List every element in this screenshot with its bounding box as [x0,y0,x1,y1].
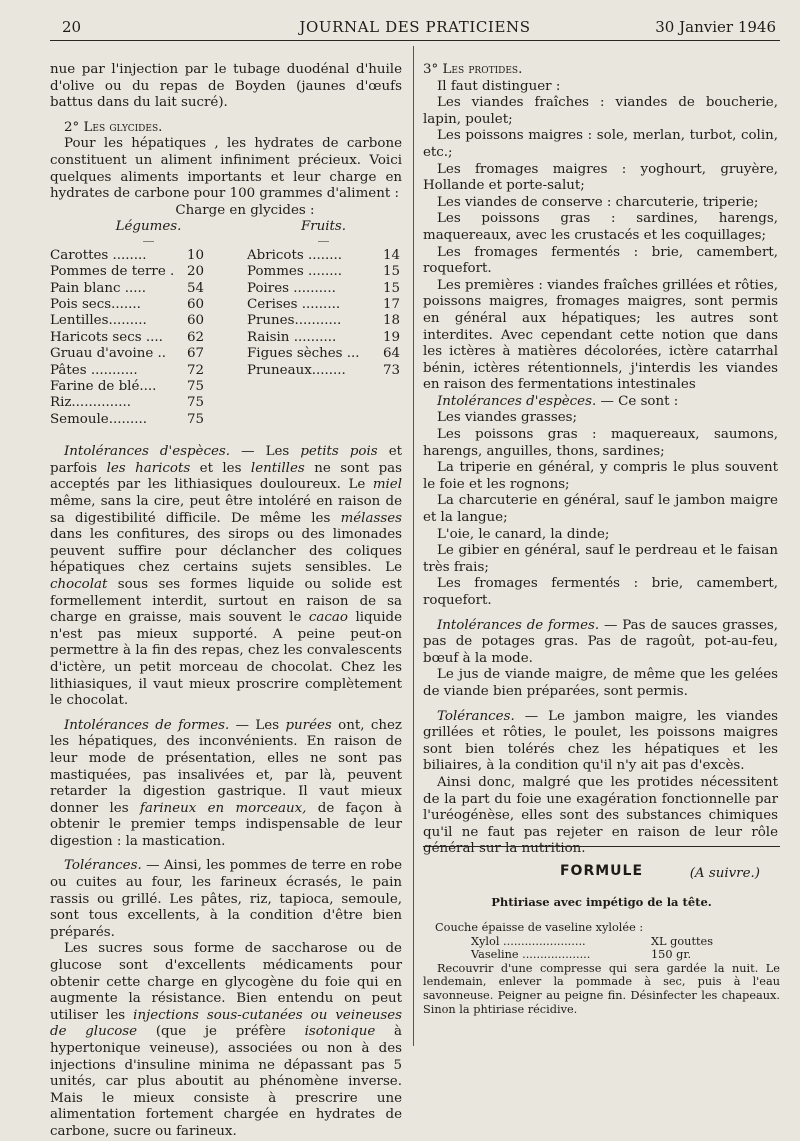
glycides-row [50,248,400,264]
glycides-food: Pois secs....... [50,296,141,312]
glycides-food: Riz.............. [50,395,132,411]
glycides-value: 64 [382,346,400,362]
glycides-row [50,330,400,346]
list-item: Les poissons gras : maquereaux, saumons, harengs, anguilles, thons, sardines; [423,427,778,459]
list-item: La triperie en général, y compris le plus souvent le foie et les rognons; [423,460,778,492]
list-item: Le gibier en général, sauf le perdreau et le faisan très frais; [423,543,778,575]
glycides-food: Pain blanc ..... [50,280,147,296]
paragraph-sucres: Les sucres sous forme de saccharose ou de glucose sont d'excellents médicaments pour obtenir cette charge en glycogène du foie qui en augmente la résistance. Bien entendu on peut utiliser les injections sous-cutanées ou veineuses de glucose (que je préfère isotonique à hypertonique veineuse), associées ou non à des injections d'insuline minima ne dépassant pas 5 unités, car plus aboutit au phénomène inverse. Mais le mieux consiste à prescrire une alimentation fortement chargée en hydrates de carbone, sucre ou farineux. [50,941,402,1139]
glycides-food [247,395,375,411]
list-item: La charcuterie en général, sauf le jambon maigre et la langue; [423,493,778,526]
paragraph-premieres: Les premières : viandes fraîches grillées et rôties, poissons maigres, fromages maigres, sont permis en général aux hépatiques; les autres sont interdites. Avec cependant cette notion que dans les ictères à matières décolorées, ictère catarrhal bénin, ictères rétentionnels, j'interdis les viandes en raison des fermentations intestinales [423,277,778,393]
glycides-value: 75 [187,395,205,411]
paragraph-glycides-intro: Pour les hépatiques , les hydrates de carbone constituent un aliment infiniment précieux. Voici quelques aliments importants et leur charge en hydrates de carbone pour 100 grammes d'aliment : [50,136,402,202]
ingredient-row: Xylol ....................... XL gouttes [471,934,714,948]
list-item: Les fromages fermentés : brie, camembert, roquefort. [423,244,778,277]
list-item: Les poissons maigres : sole, merlan, turbot, colin, etc.; [423,128,778,160]
paragraph-tolerances: Tolérances. — Ainsi, les pommes de terre en robe ou cuites au four, les farineux écrasés, le pain rassis ou grillé. Les pâtes, riz, tapioca, semoule, sont tous excellents, à la condition d'être bien préparés. [50,858,402,940]
header-rule: — [317,233,330,248]
glycides-value: 14 [382,247,400,263]
glycides-row [50,264,400,280]
glycides-value: 15 [382,264,400,280]
glycides-food: Pruneaux........ [247,362,346,378]
glycides-value: 17 [382,296,400,312]
glycides-value: 75 [187,379,205,394]
section-heading-protides: 3° Les protides. [423,62,523,77]
glycides-value: 18 [382,313,400,329]
glycides-row [50,395,400,411]
glycides-food: Raisin .......... [247,329,337,345]
list-item: Les viandes fraîches : viandes de boucherie, lapin, poulet; [423,95,778,127]
glycides-value: 67 [187,346,205,362]
glycides-food: Cerises ......... [247,296,341,312]
glycides-row [50,412,400,428]
ingredient-row: Vaseline ................... 150 gr. [471,948,692,962]
glycides-value: 62 [187,329,205,345]
glycides-food: Figues sèches ... [247,346,360,362]
list-item: Les viandes grasses; [437,410,578,426]
list-item: Les viandes de conserve : charcuterie, triperie; [437,194,759,210]
col-header-legumes: Légumes. [115,219,182,235]
a-suivre: (A suivre.) [689,865,760,881]
page-number: 20 [62,18,82,36]
glycides-food: Abricots ........ [247,247,343,263]
issue-date: 30 Janvier 1946 [655,18,776,36]
glycides-row [50,297,400,313]
list-item: Les fromages maigres : yoghourt, gruyère, Hollande et porte-salut; [423,161,778,194]
formule-instructions: Recouvrir d'une compresse qui sera gardée la nuit. Le lendemain, enlever la pommade à sec, puis à l'eau savonneuse. Peigner au peigne fin. Désinfecter les chapeaux. Sinon la phtiriase récidive. [423,961,780,1016]
glycides-value: 75 [187,411,205,427]
glycides-food [247,379,375,395]
glycides-row [50,313,400,329]
glycides-value [375,395,400,411]
glycides-food: Prunes........... [247,313,342,329]
glycides-table [50,219,400,428]
col-header-fruits: Fruits. [300,219,347,235]
formule-ingredients [471,935,713,962]
intolerances-list [423,410,778,609]
glycides-food: Pommes de terre . [50,264,175,280]
charge-title: Charge en glycides : [175,202,315,218]
list-item: L'oie, le canard, la dinde; [437,526,610,542]
formule-title: FORMULE [559,863,644,879]
journal-title: JOURNAL DES PRATICIENS [299,18,531,36]
protides-list [423,95,778,278]
glycides-value: 60 [187,313,205,329]
paragraph-continued: nue par l'injection par le tubage duodénal d'huile d'olive ou du repas de Boyden (jaunes d'œufs battus dans du lait sucré). [50,62,402,111]
header-rule: — [142,233,155,248]
heading-intolerances-especes: Intolérances d'espèces. — Ce sont : [437,393,679,409]
glycides-food: Lentilles......... [50,313,147,329]
glycides-food [247,412,375,428]
glycides-value [375,412,400,428]
glycides-value: 19 [382,329,400,345]
list-item: Les poissons gras : sardines, harengs, maquereaux, avec les crustacés et les coquillages; [423,211,778,243]
glycides-food: Poires .......... [247,280,336,296]
glycides-food: Gruau d'avoine .. [50,346,167,362]
formule-body [423,921,780,1016]
right-column [423,62,778,883]
paragraph-intolerances-especes: Intolérances d'espèces. — Les petits pois et parfois les haricots et les lentilles ne sont pas acceptés par les lithiasiques douloureux. Le miel même, sans la cire, peut être intoléré en raison de sa digestibilité difficile. De même les mélasses dans les confitures, des sirops ou des limonades peuvent suffire pour déclancher des coliques hépatiques chez certains sujets sensibles. Le chocolat sous ses formes liquide ou solide est formellement interdit, surtout en raison de sa charge en graisse, mais souvent le cacao liquide n'est pas mieux supporté. A peine peut-on permettre à la fin des repas, chez les convalescents d'ictère, un petit morceau de chocolat. Chez les lithiasiques, il vaut mieux proscrire complètement le chocolat. [50,444,402,709]
page-header [50,14,780,41]
glycides-value [375,379,400,395]
paragraph-intolerances-formes: Intolérances de formes. — Pas de sauces grasses, pas de potages gras. Pas de ragoût, pot-au-feu, bœuf à la mode. [423,617,778,666]
glycides-value: 20 [187,264,205,280]
glycides-value: 60 [187,296,205,312]
distinguer-line: Il faut distinguer : [437,78,561,94]
glycides-food: Pâtes ........... [50,362,138,378]
formule-subtitle: Phtiriase avec impétigo de la tête. [491,895,712,909]
glycides-value: 72 [187,362,205,378]
glycides-row [50,281,400,297]
glycides-value: 54 [187,280,205,296]
glycides-food: Semoule......... [50,411,147,427]
paragraph-intolerances-formes: Intolérances de formes. — Les purées ont, chez les hépatiques, des inconvénients. En raison de leur mode de présentation, elles ne sont pas mastiquées, pas insalivées et, par là, peuvent retarder la digestion gastrique. Il vaut mieux donner les farineux en morceaux, de façon à obtenir le premier temps indispensable de leur digestion : la mastication. [50,717,402,849]
glycides-value: 10 [187,247,205,263]
paragraph-tolerances: Tolérances. — Le jambon maigre, les viandes grillées et rôties, le poulet, les poissons maigres sont bien tolérés chez les hépatiques et les biliaires, à la condition qu'il n'y ait pas d'excès. [423,708,778,774]
section-heading-glycides: 2° Les glycides. [64,119,163,135]
left-column [50,62,402,1141]
glycides-food: Haricots secs .... [50,329,163,345]
glycides-row [50,363,400,379]
glycides-row [50,379,400,395]
glycides-value: 73 [382,362,400,378]
formule-couche: Couche épaisse de vaseline xylolée : [435,921,644,934]
glycides-food: Farine de blé.... [50,379,157,394]
glycides-food: Pommes ........ [247,264,343,280]
glycides-row [50,346,400,362]
formule-box [423,846,780,1016]
column-divider [413,46,414,1046]
paragraph-ainsi: Ainsi donc, malgré que les protides nécessitent de la part du foie une exagération fonctionnelle par l'uréogénèse, elles sont des substances chimiques qu'il ne faut pas rejeter en raison de leur rôle général sur la nutrition. [423,774,778,857]
list-item: Les fromages fermentés : brie, camembert, roquefort. [423,576,778,608]
glycides-food: Carottes ........ [50,247,147,263]
paragraph-jus: Le jus de viande maigre, de même que les gelées de viande bien préparées, sont permis. [423,667,778,699]
glycides-value: 15 [382,280,400,296]
